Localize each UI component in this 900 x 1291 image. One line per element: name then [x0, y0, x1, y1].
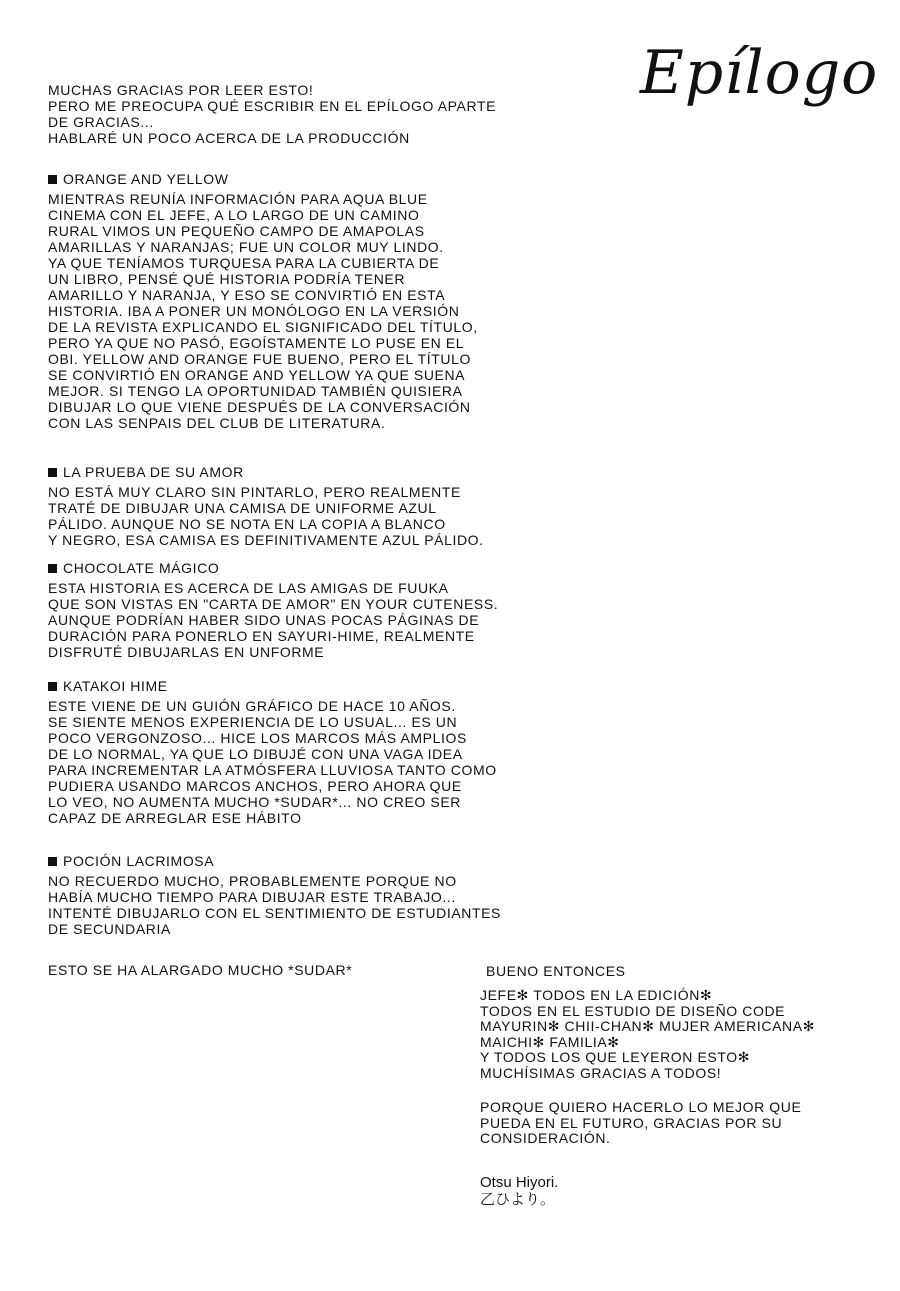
section-katakoi-hime — [48, 678, 538, 826]
page-title: Epílogo — [640, 38, 879, 108]
section-body: ESTE VIENE DE UN GUIÓN GRÁFICO DE HACE 10 AÑOS. SE SIENTE MENOS EXPERIENCIA DE LO USUAL... ES UN POCO VERGONZOSO... HICE LOS MARCOS MÁS AMPLIOS DE LO NORMAL, YA QUE LO DIBUJÉ CON UNA VAGA IDEA PARA INCREMENTAR LA ATMÓSFERA LLUVIOSA TANTO COMO PUDIERA USANDO MARCOS ANCHOS, PERO AHORA QUE LO VEO, NO AUMENTA MUCHO *SUDAR*... NO CREO SER CAPAZ DE ARREGLAR ESE HÁBITO — [48, 698, 497, 826]
bullet-square-icon — [48, 175, 57, 184]
thanks-list: JEFE✻ TODOS EN LA EDICIÓN✻ TODOS EN EL ESTUDIO DE DISEÑO CODE MAYURIN✻ CHII-CHAN✻ MUJER AMERICANA✻ MAICHI✻ FAMILIA✻ Y TODOS LOS QUE LEYERON ESTO✻ MUCHÍSIMAS GRACIAS A TODOS! — [480, 987, 815, 1081]
section-heading: POCIÓN LACRIMOSA — [48, 853, 538, 869]
section-body: NO ESTÁ MUY CLARO SIN PINTARLO, PERO REALMENTE TRATÉ DE DIBUJAR UNA CAMISA DE UNIFORME AZUL PÁLIDO. AUNQUE NO SE NOTA EN LA COPIA A BLANCO Y NEGRO, ESA CAMISA ES DEFINITIVAMENTE AZUL PÁLIDO. — [48, 484, 484, 548]
bullet-square-icon — [48, 682, 57, 691]
bullet-square-icon — [48, 564, 57, 573]
signature-latin: Otsu Hiyori. — [480, 1174, 559, 1191]
section-heading: ORANGE AND YELLOW — [48, 171, 538, 187]
closing-note: ESTO SE HA ALARGADO MUCHO *SUDAR* — [48, 962, 353, 978]
section-la-prueba-de-su-amor — [48, 464, 538, 548]
section-body: ESTA HISTORIA ES ACERCA DE LAS AMIGAS DE FUUKA QUE SON VISTAS EN "CARTA DE AMOR" EN YOUR CUTENESS. AUNQUE PODRÍAN HABER SIDO UNAS POCAS PÁGINAS DE DURACIÓN PARA PONERLO EN SAYURI-HIME, REALMENTE DISFRUTÉ DIBUJARLAS EN UNFORME — [48, 580, 499, 660]
thanks-future: PORQUE QUIERO HACERLO LO MEJOR QUE PUEDA EN EL FUTURO, GRACIAS POR SU CONSIDERACIÓN. — [480, 1099, 802, 1146]
section-chocolate-magico — [48, 560, 538, 660]
intro-paragraph: MUCHAS GRACIAS POR LEER ESTO! PERO ME PREOCUPA QUÉ ESCRIBIR EN EL EPÍLOGO APARTE DE GRACIAS... HABLARÉ UN POCO ACERCA DE LA PRODUCCIÓN — [48, 82, 497, 146]
bullet-square-icon — [48, 468, 57, 477]
section-heading: CHOCOLATE MÁGICO — [48, 560, 538, 576]
section-body: NO RECUERDO MUCHO, PROBABLEMENTE PORQUE NO HABÍA MUCHO TIEMPO PARA DIBUJAR ESTE TRABAJO... INTENTÉ DIBUJARLO CON EL SENTIMIENTO DE ESTUDIANTES DE SECUNDARIA — [48, 873, 501, 937]
signature — [480, 1174, 860, 1208]
section-pocion-lacrimosa — [48, 853, 538, 937]
bullet-square-icon — [48, 857, 57, 866]
intro-text — [48, 82, 538, 146]
thanks-opener: BUENO ENTONCES — [486, 963, 626, 979]
section-heading: LA PRUEBA DE SU AMOR — [48, 464, 538, 480]
section-heading: KATAKOI HIME — [48, 678, 538, 694]
signature-japanese: 乙ひより。 — [480, 1191, 556, 1208]
section-orange-and-yellow — [48, 171, 538, 431]
section-body: MIENTRAS REUNÍA INFORMACIÓN PARA AQUA BLUE CINEMA CON EL JEFE, A LO LARGO DE UN CAMINO RURAL VIMOS UN PEQUEÑO CAMPO DE AMAPOLAS AMARILLAS Y NARANJAS; FUE UN COLOR MUY LINDO. YA QUE TENÍAMOS TURQUESA PARA LA CUBIERTA DE UN LIBRO, PENSÉ QUÉ HISTORIA PODRÍA TENER AMARILLO Y NARANJA, Y ESO SE CONVIRTIÓ EN ESTA HISTORIA. IBA A PONER UN MONÓLOGO EN LA VERSIÓN DE LA REVISTA EXPLICANDO EL SIGNIFICADO DEL TÍTULO, PERO YA QUE NO PASÓ, EGOÍSTAMENTE LO PUSE EN EL OBI. YELLOW AND ORANGE FUE BUENO, PERO EL TÍTULO SE CONVIRTIÓ EN ORANGE AND YELLOW YA QUE SUENA MEJOR. SI TENGO LA OPORTUNIDAD TAMBIÉN QUISIERA DIBUJAR LO QUE VIENE DESPUÉS DE LA CONVERSACIÓN CON LAS SENPAIS DEL CLUB DE LITERATURA. — [48, 191, 478, 431]
